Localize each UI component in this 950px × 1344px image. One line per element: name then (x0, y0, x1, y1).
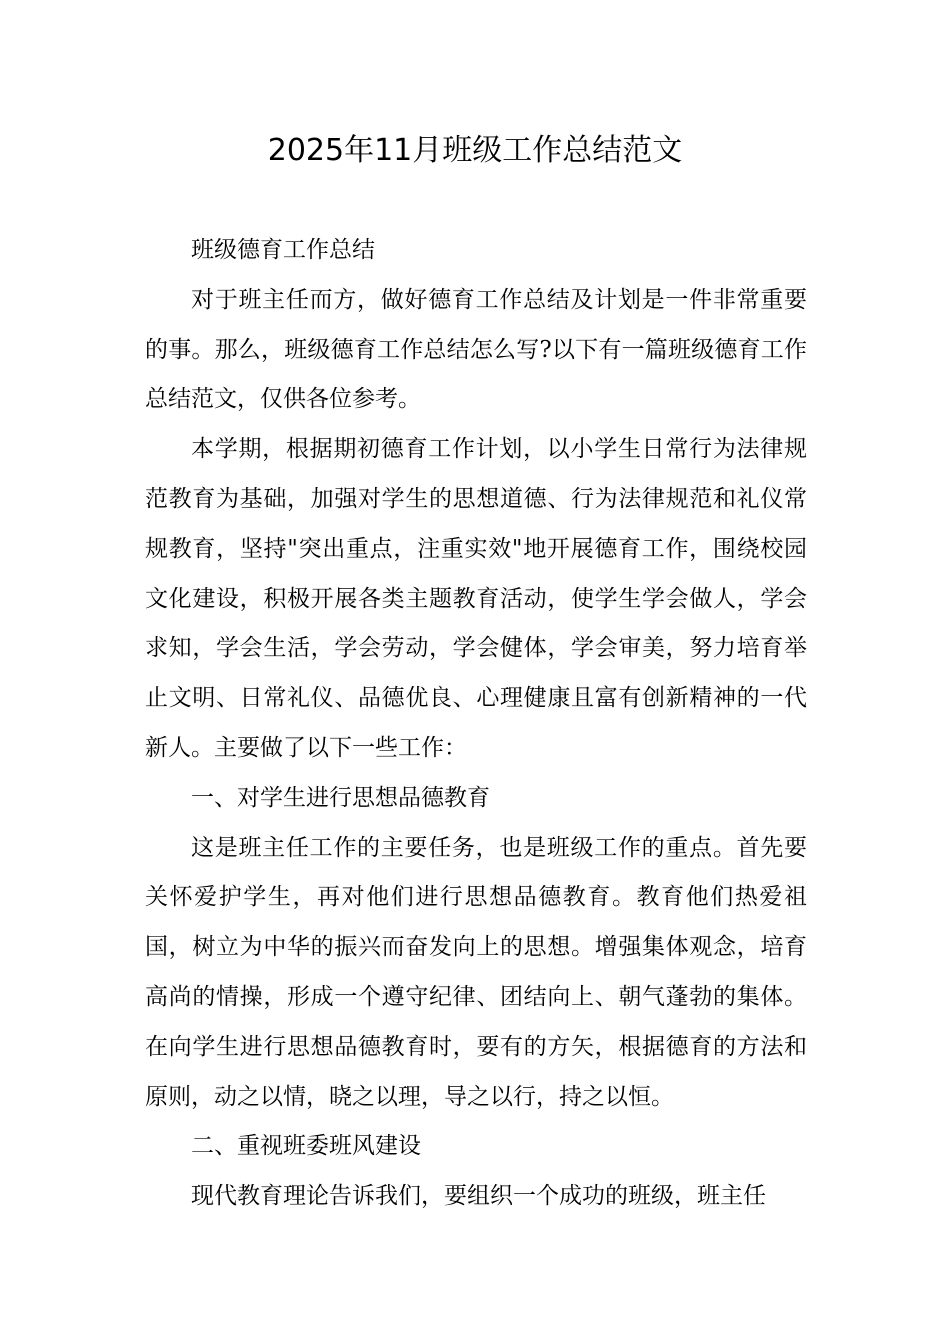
paragraph-intro: 对于班主任而方，做好德育工作总结及计划是一件非常重要的事。那么，班级德育工作总结怎么写?以下有一篇班级德育工作总结范文，仅供各位参考。 (145, 286, 807, 413)
document-title: 2025年11月班级工作总结范文 (267, 133, 683, 168)
paragraph-section-heading: 班级德育工作总结 (191, 237, 375, 263)
paragraph-heading-one: 一、对学生进行思想品德教育 (191, 784, 490, 811)
paragraph-overview: 本学期，根据期初德育工作计划，以小学生日常行为法律规范教育为基础，加强对学生的思想道德、行为法律规范和礼仪常规教育，坚持"突出重点，注重实效"地开展德育工作，围绕校园文化建设，积极开展各类主题教育活动，使学生学会做人，学会求知，学会生活，学会劳动，学会健体，学会审美，努力培育举止文明、日常礼仪、品德优良、心理健康且富有创新精神的一代新人。主要做了以下一些工作： (145, 436, 807, 761)
document-body (145, 226, 807, 1222)
paragraph-heading-two: 二、重视班委班风建设 (191, 1133, 421, 1160)
paragraph-class-building: 现代教育理论告诉我们，要组织一个成功的班级，班主任 (191, 1183, 766, 1210)
paragraph-moral-education: 这是班主任工作的主要任务，也是班级工作的重点。首先要关怀爱护学生，再对他们进行思想品德教育。教育他们热爱祖国，树立为中华的振兴而奋发向上的思想。增强集体观念，培育高尚的情操，形成一个遵守纪律、团结向上、朝气蓬勃的集体。在向学生进行思想品德教育时，要有的方矢，根据德育的方法和原则，动之以情，晓之以理，导之以行，持之以恒。 (145, 834, 807, 1110)
